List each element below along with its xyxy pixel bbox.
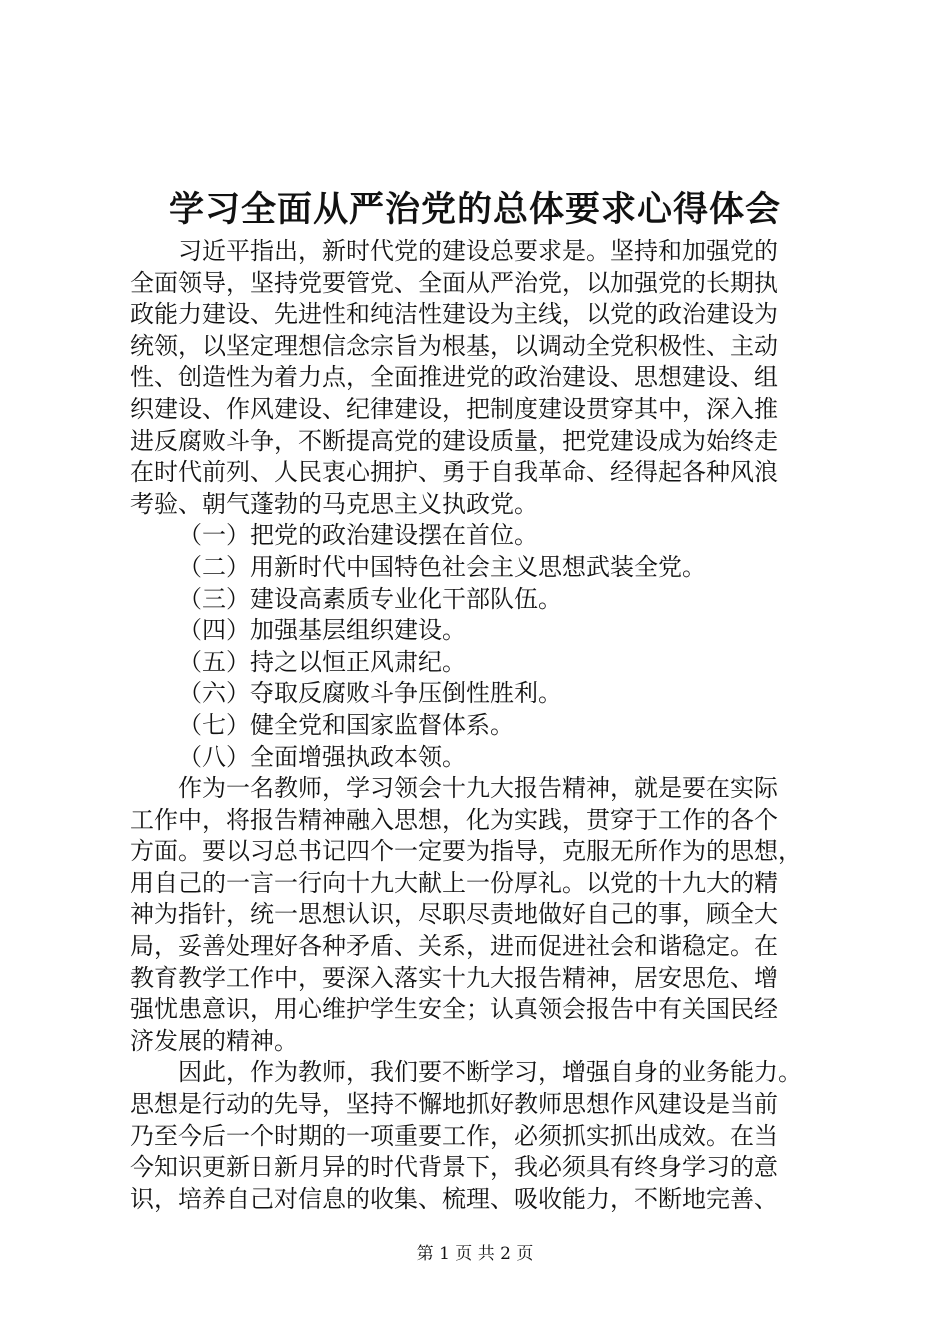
list-item: （六）夺取反腐败斗争压倒性胜利。 (178, 679, 562, 708)
body-line: 识，培养自己对信息的收集、梳理、吸收能力，不断地完善、 (130, 1184, 778, 1213)
body-line: 统领，以坚定理想信念宗旨为根基，以调动全党积极性、主动 (130, 331, 778, 360)
body-line: 强忧患意识，用心维护学生安全；认真领会报告中有关国民经 (130, 995, 778, 1024)
page-footer: 第 1 页 共 2 页 (416, 1244, 534, 1264)
body-line: 全面领导，坚持党要管党、全面从严治党，以加强党的长期执 (130, 268, 778, 297)
body-line: 工作中，将报告精神融入思想，化为实践，贯穿于工作的各个 (130, 805, 778, 834)
body-line: 用自己的一言一行向十九大献上一份厚礼。以党的十九大的精 (130, 868, 778, 897)
body-line: 思想是行动的先导，坚持不懈地抓好教师思想作风建设是当前 (130, 1090, 778, 1119)
body-line: 政能力建设、先进性和纯洁性建设为主线，以党的政治建设为 (130, 300, 778, 329)
body-line: 局，妥善处理好各种矛盾、关系，进而促进社会和谐稳定。在 (130, 932, 778, 961)
body-line: 在时代前列、人民衷心拥护、勇于自我革命、经得起各种风浪 (130, 458, 778, 487)
body-line: 进反腐败斗争，不断提高党的建设质量，把党建设成为始终走 (130, 426, 778, 455)
body-line: 习近平指出，新时代党的建设总要求是。坚持和加强党的 (178, 237, 778, 265)
body-line: 神为指针，统一思想认识，尽职尽责地做好自己的事，顾全大 (130, 900, 778, 929)
document-body (130, 236, 845, 1215)
list-item: （七）健全党和国家监督体系。 (178, 710, 514, 739)
body-line: 方面。要以习总书记四个一定要为指导，克服无所作为的思想， (130, 837, 802, 866)
list-item: （三）建设高素质专业化干部队伍。 (178, 584, 562, 613)
body-line: 织建设、作风建设、纪律建设，把制度建设贯穿其中，深入推 (130, 394, 778, 423)
list-item: （二）用新时代中国特色社会主义思想武装全党。 (178, 552, 706, 581)
body-line: 今知识更新日新月异的时代背景下，我必须具有终身学习的意 (130, 1153, 778, 1182)
list-item: （五）持之以恒正风肃纪。 (178, 647, 466, 676)
body-line: 因此，作为教师，我们要不断学习，增强自身的业务能力。 (178, 1058, 802, 1087)
body-line: 考验、朝气蓬勃的马克思主义执政党。 (130, 489, 538, 518)
list-item: （四）加强基层组织建设。 (178, 616, 466, 645)
body-line: 作为一名教师，学习领会十九大报告精神，就是要在实际 (178, 774, 778, 803)
list-item: （八）全面增强执政本领。 (178, 742, 466, 771)
body-line: 乃至今后一个时期的一项重要工作，必须抓实抓出成效。在当 (130, 1121, 778, 1150)
body-line: 济发展的精神。 (130, 1026, 298, 1055)
body-line: 性、创造性为着力点，全面推进党的政治建设、思想建设、组 (130, 363, 778, 392)
body-line: 教育教学工作中，要深入落实十九大报告精神，居安思危、增 (130, 963, 778, 992)
list-item: （一）把党的政治建设摆在首位。 (178, 521, 538, 550)
document-title: 学习全面从严治党的总体要求心得体会 (168, 189, 781, 230)
